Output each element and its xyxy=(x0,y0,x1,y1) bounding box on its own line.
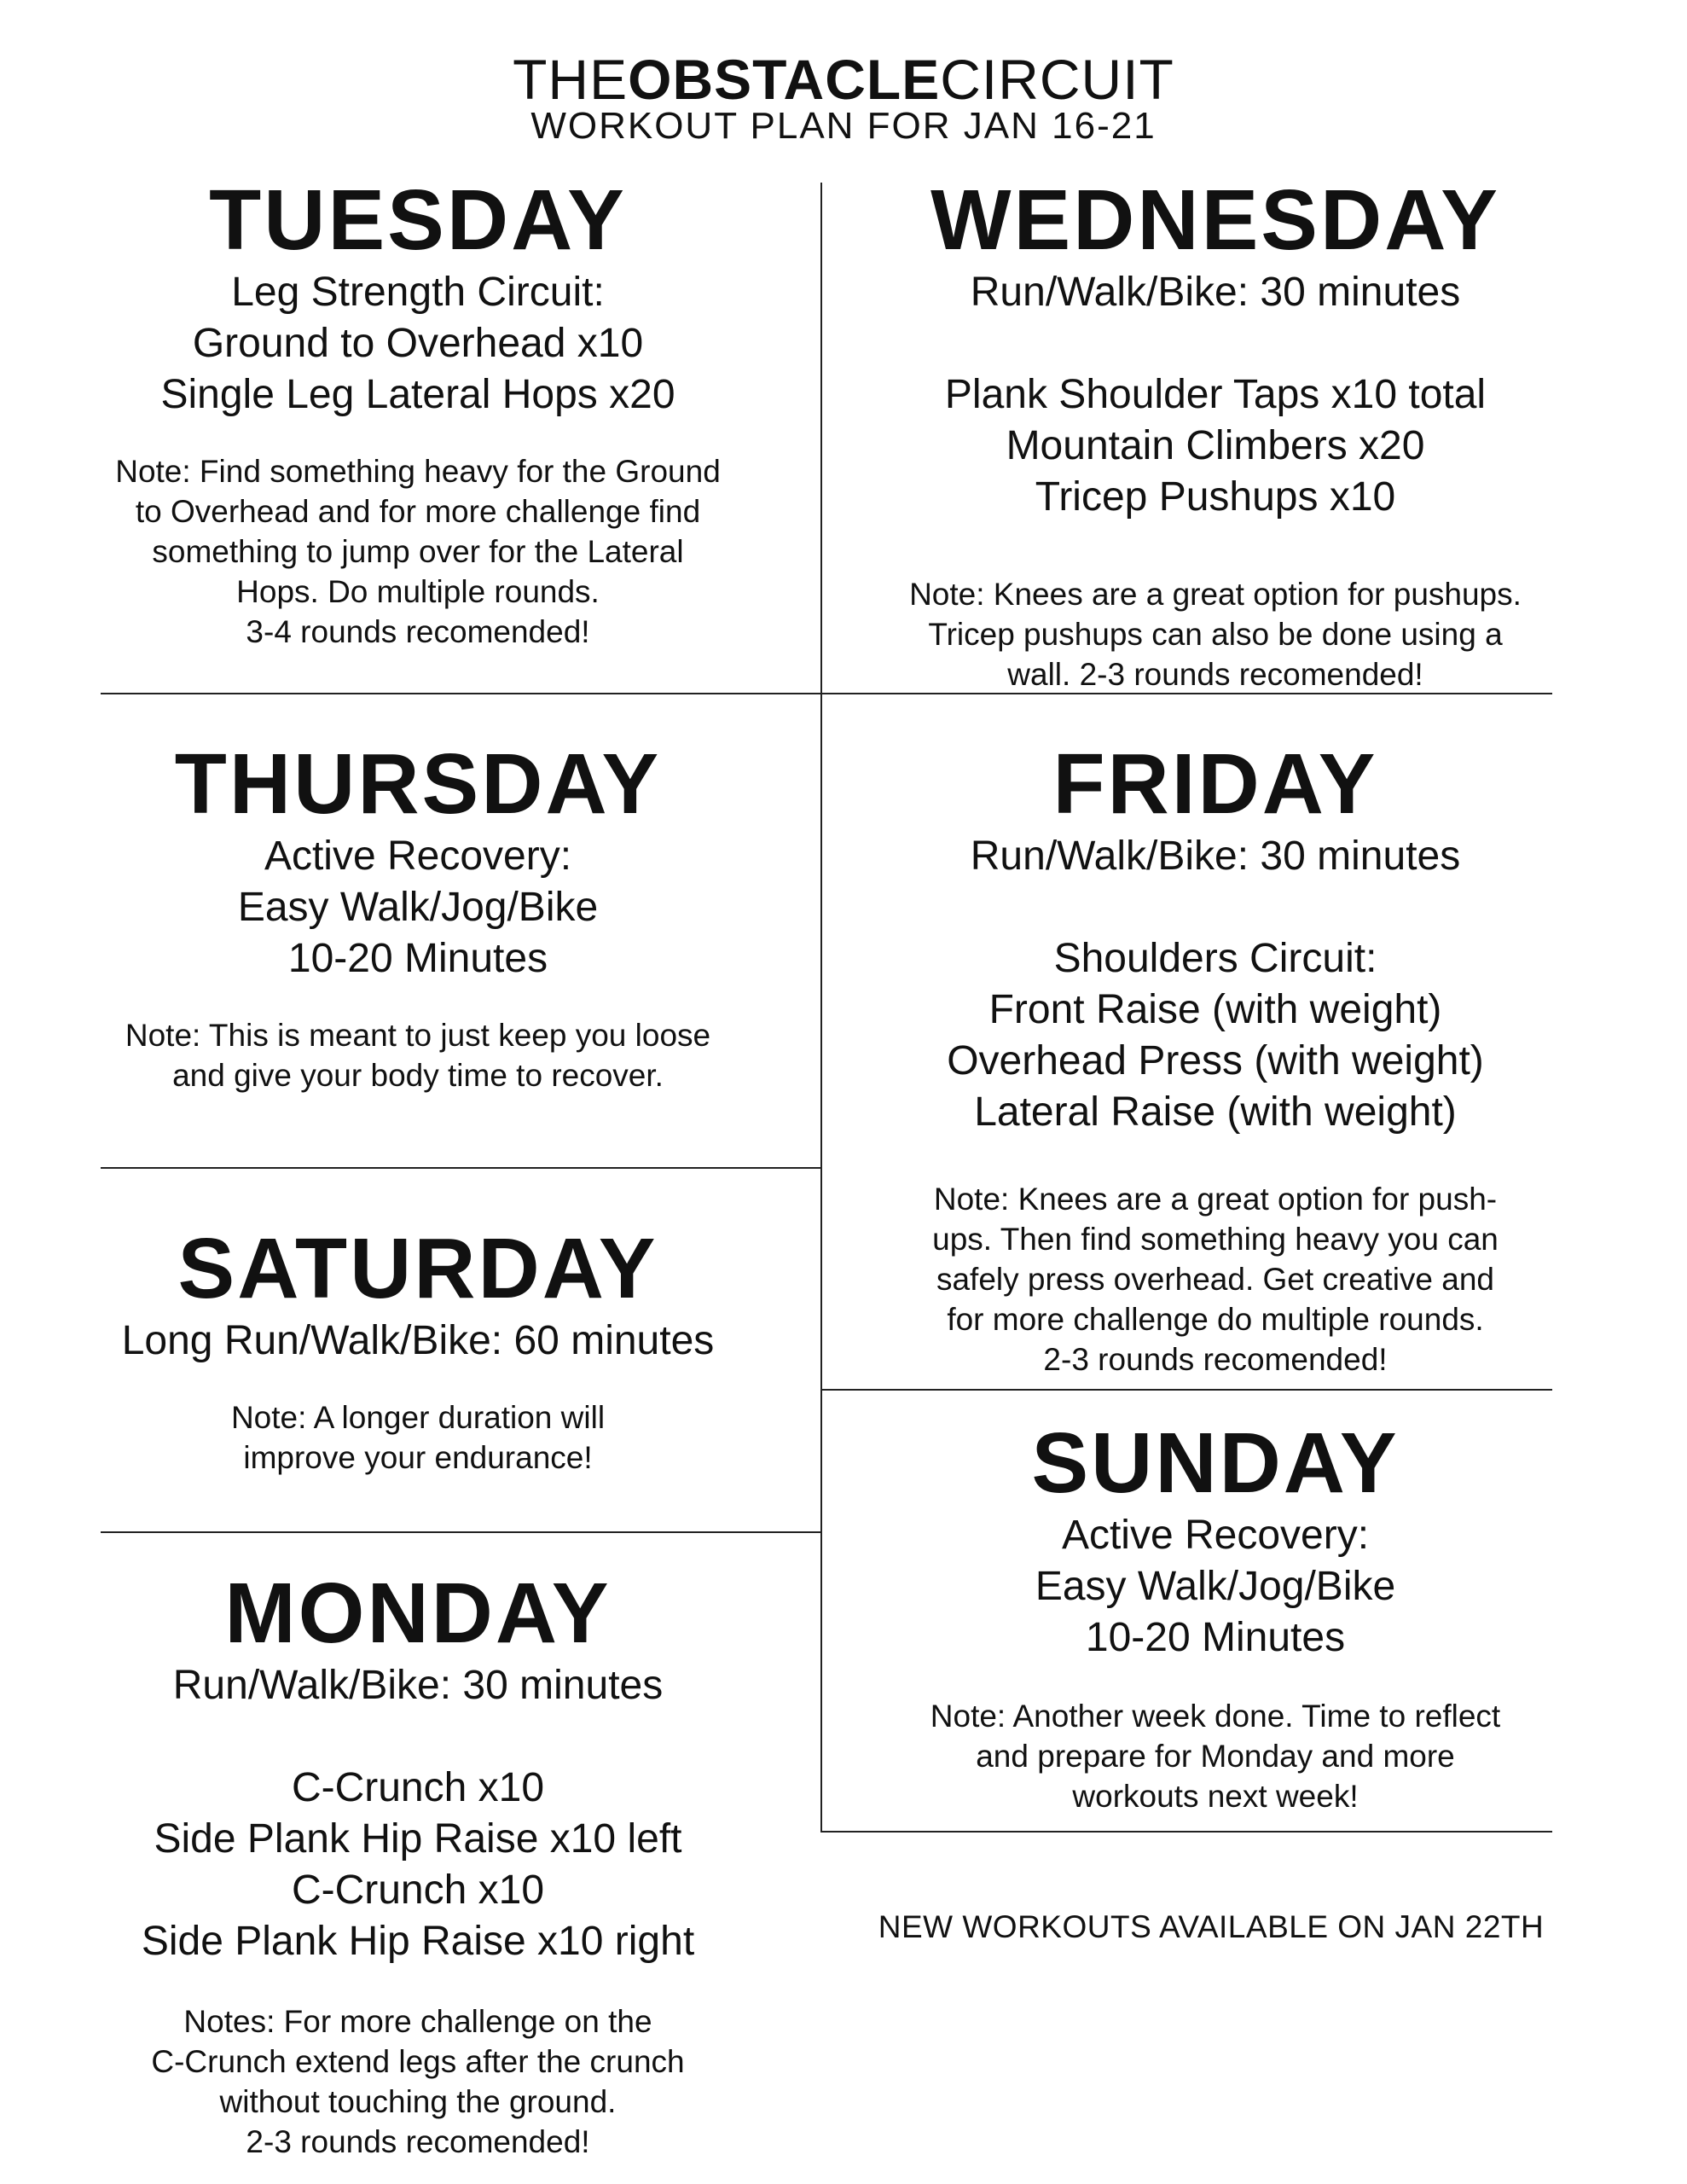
wednesday-section xyxy=(853,173,1578,694)
workout-line: Active Recovery: xyxy=(1061,1513,1370,1558)
day-title-saturday: SATURDAY xyxy=(177,1221,658,1316)
day-title-wednesday: WEDNESDAY xyxy=(930,172,1500,268)
note-line: C-Crunch extend legs after the crunch xyxy=(151,2044,685,2079)
note-line: Note: This is meant to just keep you loose xyxy=(125,1018,711,1053)
workout-line: Side Plank Hip Raise x10 right xyxy=(141,1919,695,1964)
workout-line: 10-20 Minutes xyxy=(1085,1615,1346,1660)
workout-line: Side Plank Hip Raise x10 left xyxy=(154,1816,682,1862)
note-line: Note: A longer duration will xyxy=(230,1400,606,1435)
note-line: and give your body time to recover. xyxy=(172,1058,664,1093)
workout-line: Lateral Raise (with weight) xyxy=(974,1089,1457,1135)
note-line: Hops. Do multiple rounds. xyxy=(236,574,600,609)
wednesday-workout xyxy=(853,369,1578,523)
divider-friday-bottom xyxy=(820,1389,1552,1391)
workout-line: Single Leg Lateral Hops x20 xyxy=(160,372,675,417)
day-title-thursday: THURSDAY xyxy=(174,736,662,832)
thursday-workout xyxy=(85,831,751,985)
divider-saturday-bottom xyxy=(101,1531,820,1533)
note-line: Note: Knees are a great option for push- xyxy=(933,1182,1498,1217)
workout-line: 10-20 Minutes xyxy=(287,936,548,981)
note-line: Notes: For more challenge on the xyxy=(183,2004,652,2039)
workout-line: C-Crunch x10 xyxy=(291,1867,545,1913)
note-line: and prepare for Monday and more xyxy=(976,1739,1455,1774)
workout-line: Long Run/Walk/Bike: 60 minutes xyxy=(121,1318,715,1363)
wednesday-note xyxy=(853,574,1578,694)
friday-cardio: Run/Walk/Bike: 30 minutes xyxy=(970,834,1461,879)
saturday-workout xyxy=(85,1316,751,1367)
brand-word-obstacle: OBSTACLE xyxy=(628,48,941,111)
day-title-sunday: SUNDAY xyxy=(1031,1415,1400,1511)
workout-line: Overhead Press (with weight) xyxy=(947,1038,1484,1083)
divider-sunday-bottom xyxy=(820,1831,1552,1833)
day-title-friday: FRIDAY xyxy=(1052,736,1378,832)
note-line: workouts next week! xyxy=(1072,1779,1359,1814)
day-title-tuesday: TUESDAY xyxy=(209,172,627,268)
brand-word-the: THE xyxy=(513,48,629,111)
friday-section xyxy=(853,737,1578,1380)
note-line: wall. 2-3 rounds recomended! xyxy=(1007,657,1423,692)
brand-word-circuit: CIRCUIT xyxy=(940,48,1174,111)
workout-line: Mountain Climbers x20 xyxy=(1006,423,1425,468)
workout-line: Ground to Overhead x10 xyxy=(192,321,644,366)
note-line: 2-3 rounds recomended! xyxy=(1043,1342,1388,1377)
note-line: to Overhead and for more challenge find xyxy=(135,494,701,529)
brand-title xyxy=(0,49,1687,109)
center-divider xyxy=(820,183,822,1831)
tuesday-note xyxy=(85,451,751,652)
workout-line: Leg Strength Circuit: xyxy=(231,270,605,315)
workout-line: Active Recovery: xyxy=(264,834,572,879)
friday-workout xyxy=(853,933,1578,1138)
thursday-note xyxy=(85,1015,751,1095)
note-line: ups. Then find something heavy you can xyxy=(932,1222,1499,1257)
monday-section xyxy=(85,1566,751,2162)
plan-subtitle: WORKOUT PLAN FOR JAN 16-21 xyxy=(530,105,1157,147)
workout-line: Easy Walk/Jog/Bike xyxy=(1035,1564,1396,1609)
workout-line: Shoulders Circuit: xyxy=(1053,936,1377,981)
note-line: 3-4 rounds recomended! xyxy=(246,614,590,649)
note-line: for more challenge do multiple rounds. xyxy=(947,1302,1484,1337)
workout-line: Easy Walk/Jog/Bike xyxy=(237,885,599,930)
new-workouts-notice: NEW WORKOUTS AVAILABLE ON JAN 22TH xyxy=(878,1909,1545,1944)
sunday-section xyxy=(853,1416,1578,1816)
monday-note xyxy=(85,2001,751,2162)
note-line: 2-3 rounds recomended! xyxy=(246,2124,590,2159)
note-line: safely press overhead. Get creative and xyxy=(936,1262,1495,1297)
workout-line: Plank Shoulder Taps x10 total xyxy=(944,372,1487,417)
note-line: Note: Find something heavy for the Ground xyxy=(115,454,721,489)
sunday-workout xyxy=(853,1510,1578,1664)
saturday-section xyxy=(85,1222,751,1478)
monday-workout xyxy=(85,1763,751,1967)
workout-line: Front Raise (with weight) xyxy=(988,987,1442,1032)
monday-cardio: Run/Walk/Bike: 30 minutes xyxy=(172,1663,664,1708)
sunday-note xyxy=(853,1696,1578,1816)
workout-line: C-Crunch x10 xyxy=(291,1765,545,1810)
day-title-monday: MONDAY xyxy=(224,1565,612,1661)
note-line: something to jump over for the Lateral xyxy=(152,534,684,569)
thursday-section xyxy=(85,737,751,1095)
saturday-note xyxy=(85,1397,751,1478)
note-line: Note: Another week done. Time to reflect xyxy=(930,1699,1501,1734)
wednesday-cardio: Run/Walk/Bike: 30 minutes xyxy=(970,270,1461,315)
tuesday-workout xyxy=(85,267,751,421)
friday-note xyxy=(853,1179,1578,1380)
note-line: improve your endurance! xyxy=(243,1440,593,1475)
divider-tuesday-bottom xyxy=(101,693,820,694)
tuesday-section xyxy=(85,173,751,652)
divider-thursday-bottom xyxy=(101,1167,820,1169)
note-line: Note: Knees are a great option for pushups. xyxy=(909,577,1522,612)
workout-line: Tricep Pushups x10 xyxy=(1035,474,1396,520)
note-line: without touching the ground. xyxy=(219,2084,617,2119)
note-line: Tricep pushups can also be done using a xyxy=(928,617,1503,652)
